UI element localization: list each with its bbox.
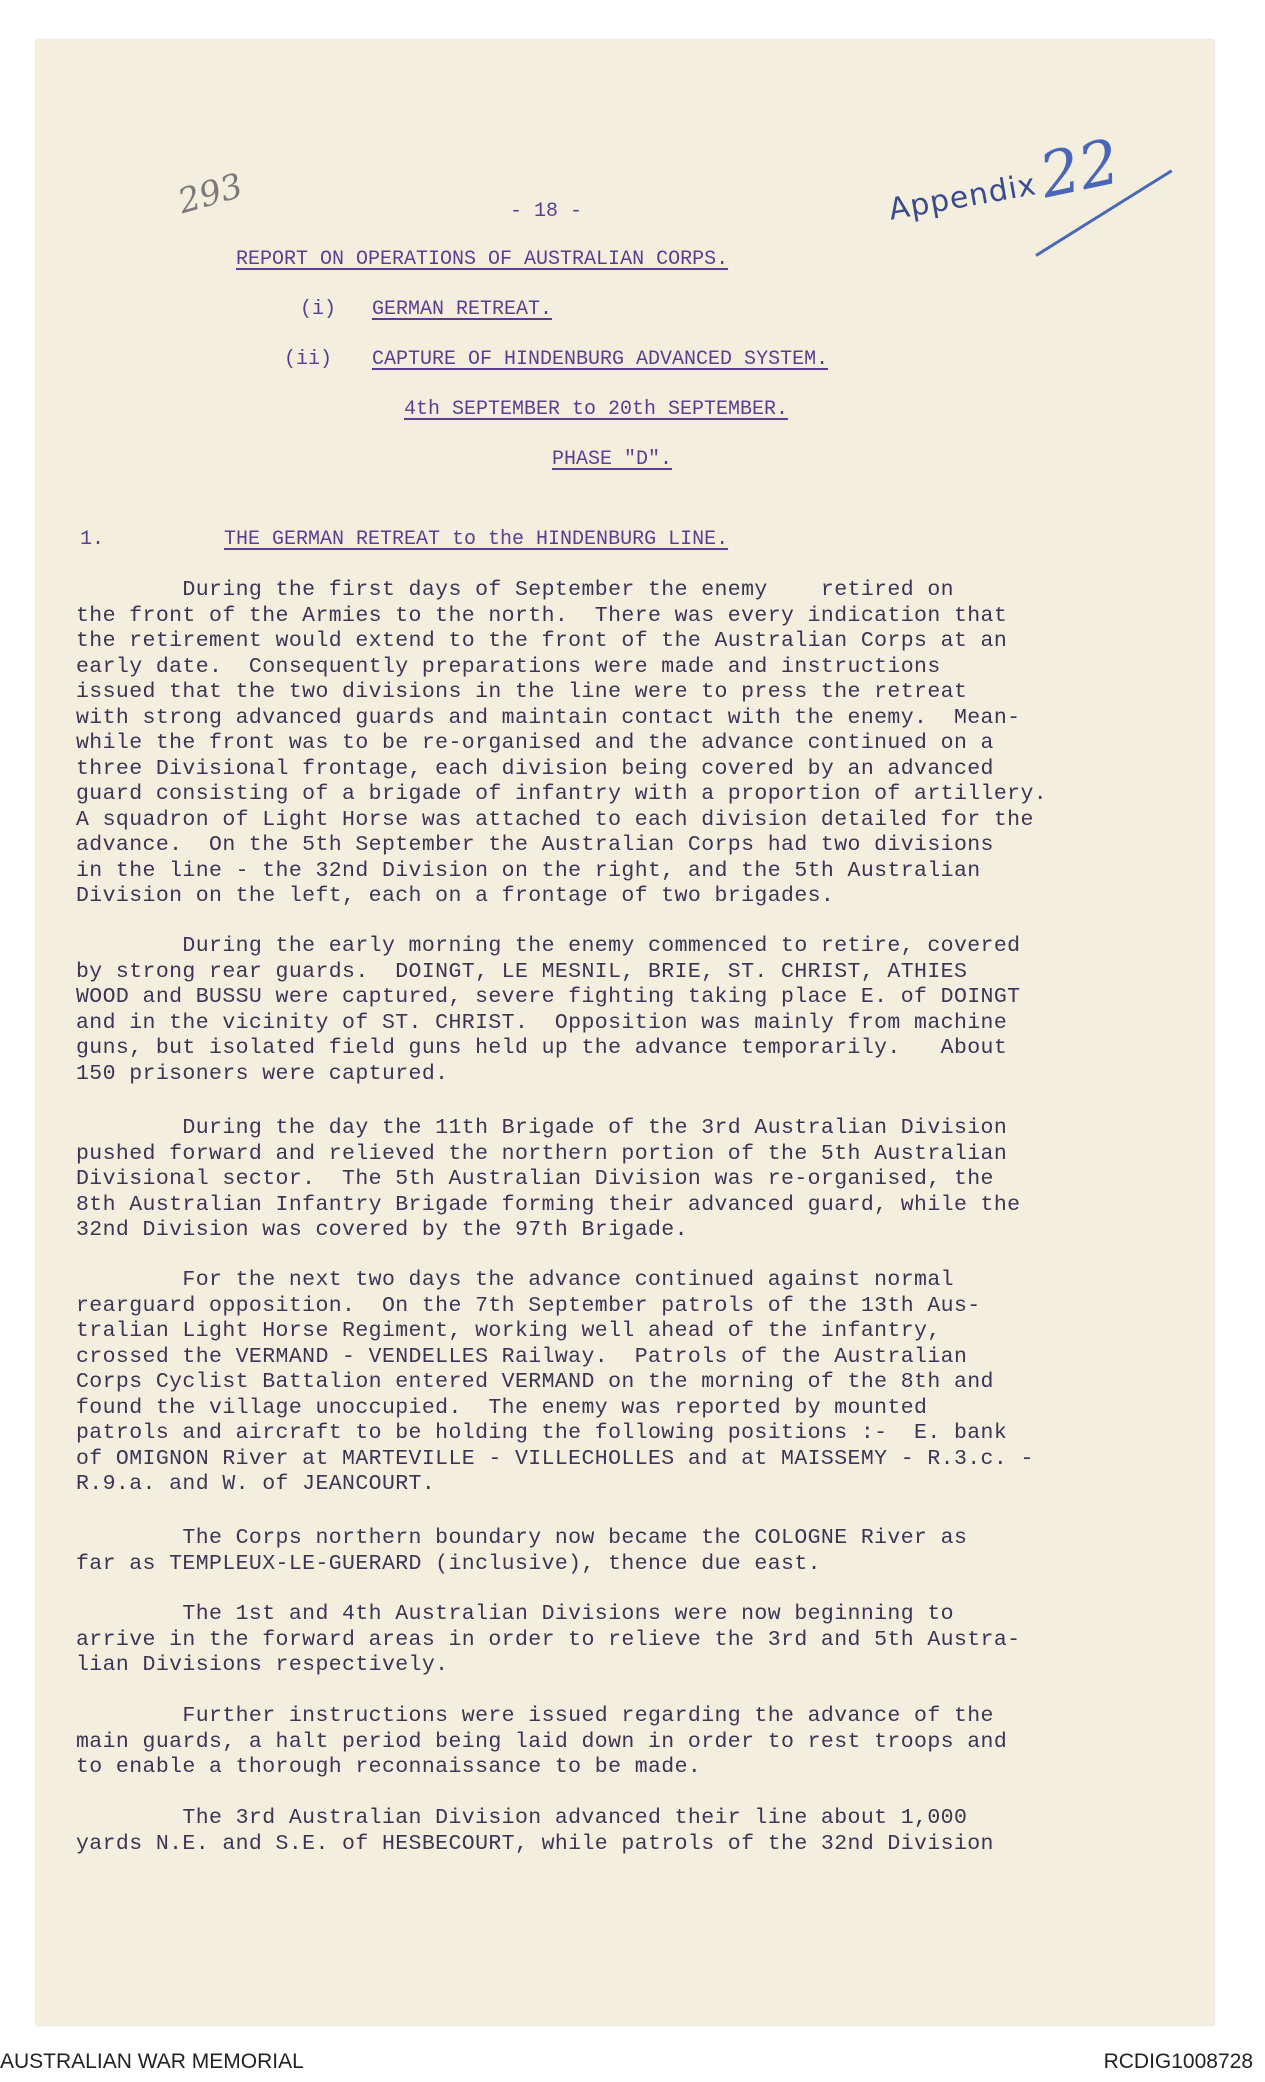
report-title: REPORT ON OPERATIONS OF AUSTRALIAN CORPS. bbox=[236, 248, 729, 271]
paragraph-5: The Corps northern boundary now became the COLOGNE River as far as TEMPLEUX-LE-GUERARD (inclusive), thence due east. bbox=[76, 1526, 968, 1576]
page-number: - 18 - bbox=[510, 200, 583, 223]
paragraph-4: For the next two days the advance continued against normal rearguard opposition. On the 7th September patrols of the 13th Aus- tralian Light Horse Regiment, working well ahead of the infantry, crossed the VERMAND - VENDELLES Railway. Patrols of the Australian Corps Cyclist Battalion entered VERMAND on the morning of the 8th and found the village unoccupied. The enemy was reported by mounted patrols and aircraft to be holding the following positions :- E. bank of OMIGNON River at MARTEVILLE - VILLECHOLLES and at MAISSEMY - R.3.c. - R.9.a. and W. of JEANCOURT. bbox=[76, 1268, 1034, 1496]
paragraph-3: During the day the 11th Brigade of the 3rd Australian Division pushed forward and relieved the northern portion of the 5th Australian Divisional sector. The 5th Australian Division was re-organised, the 8th Australian Infantry Brigade forming their advanced guard, while the 32nd Division was covered by the 97th Brigade. bbox=[76, 1116, 1021, 1242]
paragraph-6: The 1st and 4th Australian Divisions were now beginning to arrive in the forward areas in order to relieve the 3rd and 5th Austra- lian Divisions respectively. bbox=[76, 1602, 1021, 1677]
appendix-number: 22 bbox=[1033, 124, 1126, 213]
paragraph-2: During the early morning the enemy commenced to retire, covered by strong rear guards. DOINGT, LE MESNIL, BRIE, ST. CHRIST, ATHIES WOOD and BUSSU were captured, severe fighting taking place E. of DOINGT and in the vicinity of ST. CHRIST. Opposition was mainly from machine guns, but isolated field guns held up the advance temporarily. About 150 prisoners were captured. bbox=[76, 934, 1021, 1086]
appendix-stamp: Appendix bbox=[886, 167, 1040, 228]
subheading-2-number: (ii) bbox=[284, 348, 333, 371]
subheading-1: GERMAN RETREAT. bbox=[372, 298, 553, 321]
phase-label: PHASE "D". bbox=[552, 448, 673, 471]
section-heading: THE GERMAN RETREAT to the HINDENBURG LINE. bbox=[224, 528, 729, 551]
section-number: 1. bbox=[80, 528, 105, 551]
date-range: 4th SEPTEMBER to 20th SEPTEMBER. bbox=[404, 398, 789, 421]
paragraph-1: During the first days of September the enemy retired on the front of the Armies to the north. There was every indication that the retirement would extend to the front of the Australian Corps at an early date. Consequently preparations were made and instructions issued that the two divisions in the line were to press the retreat with strong advanced guards and maintain contact with the enemy. Mean- while the front was to be re-organised and the advance continued on a three Divisional frontage, each division being covered by an advanced guard consisting of a brigade of infantry with a proportion of artillery. A squadron of Light Horse was attached to each division detailed for the advance. On the 5th September the Australian Corps had two divisions in the line - the 32nd Division on the right, and the 5th Australian Division on the left, each on a frontage of two brigades. bbox=[76, 578, 1048, 908]
paragraph-8: The 3rd Australian Division advanced their line about 1,000 yards N.E. and S.E. of HESBECOURT, while patrols of the 32nd Division bbox=[76, 1806, 994, 1856]
footer-institution: AUSTRALIAN WAR MEMORIAL bbox=[0, 2050, 304, 2073]
paragraph-7: Further instructions were issued regarding the advance of the main guards, a halt period being laid down in order to rest troops and to enable a thorough reconnaissance to be made. bbox=[76, 1704, 1008, 1779]
subheading-2: CAPTURE OF HINDENBURG ADVANCED SYSTEM. bbox=[372, 348, 829, 371]
footer-record-id: RCDIG1008728 bbox=[1103, 2050, 1253, 2073]
folio-number: 293 bbox=[173, 165, 248, 223]
subheading-1-number: (i) bbox=[300, 298, 337, 321]
